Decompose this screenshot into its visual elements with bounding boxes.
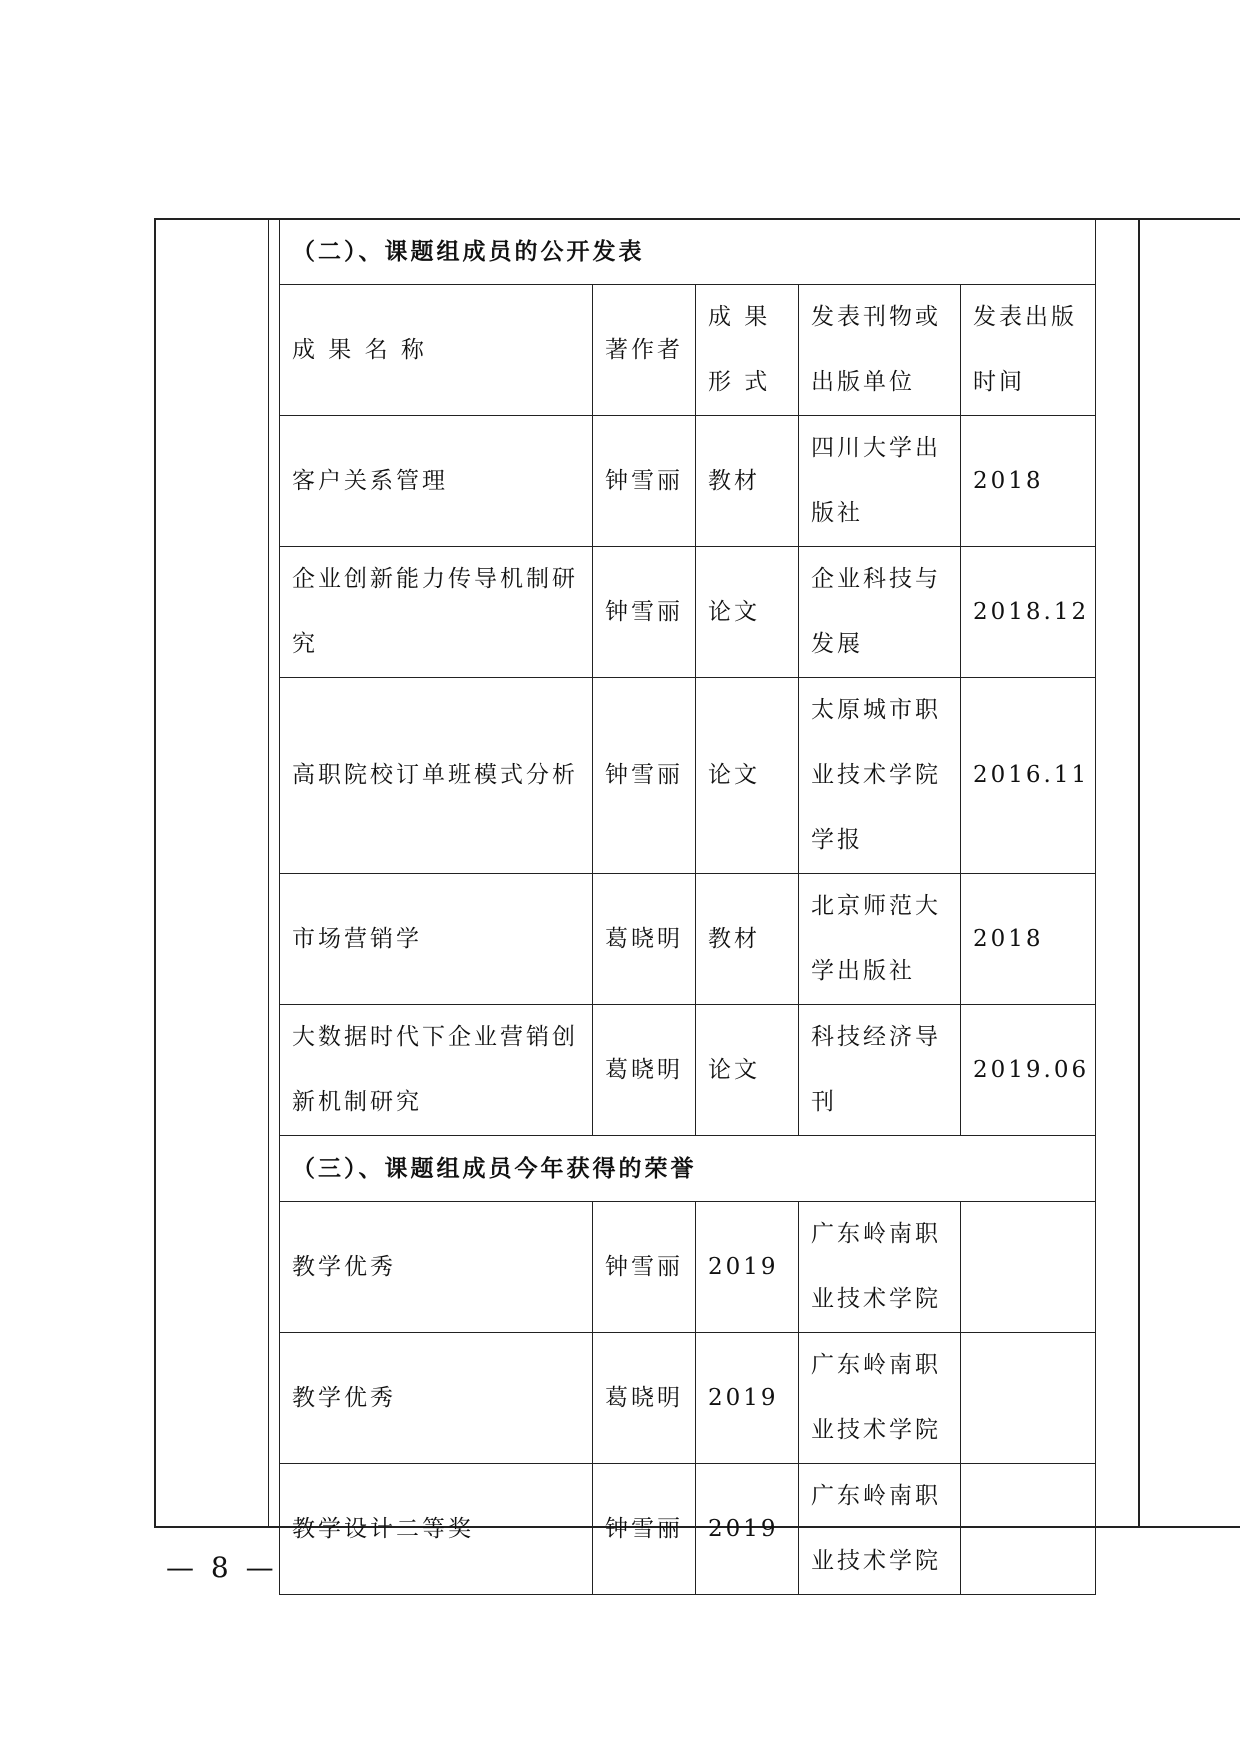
table-cell: 企业科技与发展 <box>799 547 961 678</box>
achievements-table <box>279 218 1096 1595</box>
table-row <box>280 1333 1096 1464</box>
table-cell: 葛晓明 <box>593 874 696 1005</box>
table-cell: 2019 <box>696 1202 799 1333</box>
table-cell: 2019 <box>696 1464 799 1595</box>
table-cell: 教学优秀 <box>280 1202 593 1333</box>
column-header: 成 果 名 称 <box>280 285 593 416</box>
table-cell: 高职院校订单班模式分析 <box>280 678 593 874</box>
table-cell: 2018 <box>961 874 1096 1005</box>
table-cell: 广东岭南职业技术学院 <box>799 1202 961 1333</box>
column-header: 著作者 <box>593 285 696 416</box>
table-cell: 四川大学出版社 <box>799 416 961 547</box>
table-cell: 客户关系管理 <box>280 416 593 547</box>
table-cell: 钟雪丽 <box>593 678 696 874</box>
column-header: 成 果 形 式 <box>696 285 799 416</box>
section-heading-row <box>280 219 1096 285</box>
table-cell <box>961 1333 1096 1464</box>
table-cell: 教材 <box>696 416 799 547</box>
table-cell: 论文 <box>696 1005 799 1136</box>
table-cell: 科技经济导刊 <box>799 1005 961 1136</box>
table-cell: 太原城市职业技术学院学报 <box>799 678 961 874</box>
table-row <box>280 1202 1096 1333</box>
table-cell: 2019 <box>696 1333 799 1464</box>
table-cell: 大数据时代下企业营销创新机制研究 <box>280 1005 593 1136</box>
table-cell: 2016.11 <box>961 678 1096 874</box>
table-row <box>280 678 1096 874</box>
section-heading: （三）、课题组成员今年获得的荣誉 <box>280 1136 1096 1202</box>
table-header-row <box>280 285 1096 416</box>
table-cell: 广东岭南职业技术学院 <box>799 1333 961 1464</box>
table-cell: 论文 <box>696 678 799 874</box>
table-cell: 葛晓明 <box>593 1005 696 1136</box>
table-cell: 钟雪丽 <box>593 1464 696 1595</box>
table-cell: 企业创新能力传导机制研究 <box>280 547 593 678</box>
table-cell <box>961 1464 1096 1595</box>
table-cell: 2018 <box>961 416 1096 547</box>
table-row <box>280 416 1096 547</box>
table-row <box>280 1005 1096 1136</box>
table-cell: 广东岭南职业技术学院 <box>799 1464 961 1595</box>
inner-left-double-rule <box>268 218 269 1528</box>
table-cell: 2018.12 <box>961 547 1096 678</box>
table-cell: 钟雪丽 <box>593 1202 696 1333</box>
table-cell: 钟雪丽 <box>593 547 696 678</box>
table-cell: 教材 <box>696 874 799 1005</box>
section-heading-row <box>280 1136 1096 1202</box>
table-row <box>280 547 1096 678</box>
table-cell: 葛晓明 <box>593 1333 696 1464</box>
column-header: 发表出版时间 <box>961 285 1096 416</box>
table-cell: 教学优秀 <box>280 1333 593 1464</box>
section-heading: （二）、课题组成员的公开发表 <box>280 219 1096 285</box>
page-number: — 8 — <box>166 1551 278 1584</box>
table-cell: 2019.06 <box>961 1005 1096 1136</box>
table-cell: 论文 <box>696 547 799 678</box>
table-row <box>280 874 1096 1005</box>
table-cell: 市场营销学 <box>280 874 593 1005</box>
table-cell: 教学设计二等奖 <box>280 1464 593 1595</box>
column-header: 发表刊物或出版单位 <box>799 285 961 416</box>
table-cell <box>961 1202 1096 1333</box>
table-row <box>280 1464 1096 1595</box>
table-cell: 北京师范大学出版社 <box>799 874 961 1005</box>
table-cell: 钟雪丽 <box>593 416 696 547</box>
outer-right-border <box>1138 218 1140 1528</box>
